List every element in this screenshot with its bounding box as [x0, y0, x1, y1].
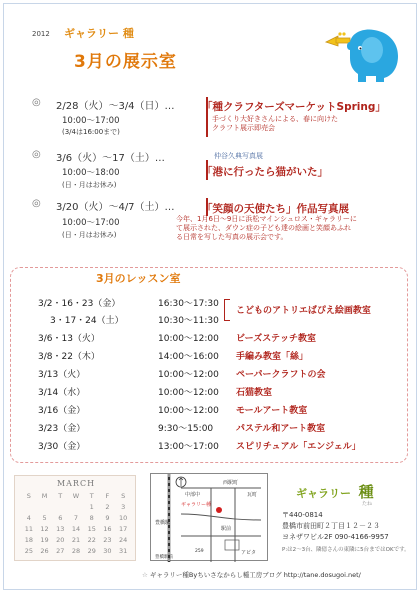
calendar-month: MARCH	[56, 479, 96, 488]
lesson-time: 13:00～17:00	[158, 442, 219, 452]
exhibition-1-note: (3/4は16:00まで)	[62, 128, 120, 136]
gallery-name-prefix: ギャラリー	[296, 487, 351, 500]
calendar-day: 14	[71, 525, 81, 533]
calendar-day: 1	[89, 503, 94, 511]
lesson-row	[0, 385, 420, 402]
access-map	[150, 473, 268, 561]
lesson-name: ビーズステッチ教室	[236, 334, 317, 344]
footer-blog-url[interactable]: http://tane.dosugoi.net/	[283, 571, 361, 579]
calendar-day: 18	[24, 536, 33, 544]
lesson-time: 9:30～15:00	[158, 424, 214, 434]
calendar-week	[21, 525, 131, 536]
lesson-name: こどものアトリエばぴえ絵画教室	[236, 306, 371, 316]
star-icon: ☆	[142, 571, 148, 579]
lesson-date: 3/23（金）	[38, 424, 86, 434]
calendar-weekday: T	[89, 492, 94, 500]
lesson-row	[0, 349, 420, 366]
lesson-time: 16:30～17:30	[158, 299, 219, 309]
exhibition-1-desc	[212, 115, 338, 133]
calendar-week	[21, 514, 131, 525]
lesson-name: パステル和アート教室	[236, 424, 326, 434]
calendar-day	[37, 503, 53, 514]
lesson-date: 3/8・22（木）	[38, 352, 100, 362]
lesson-time: 10:00～12:00	[158, 334, 219, 344]
calendar-day: 24	[119, 536, 128, 544]
address-line-1: 豊橋市前田町２丁目１２－２３	[282, 522, 380, 530]
lesson-date: 3/16（金）	[38, 406, 86, 416]
calendar-day: 7	[73, 514, 79, 522]
exhibition-2-note: (日・月はお休み)	[62, 181, 117, 189]
exhibition-3-desc-line: 今年、1月6日～9日に浜松マインシュロス・ギャラリーに	[176, 215, 357, 223]
calendar-week	[21, 536, 131, 547]
lesson-name: 石猫教室	[236, 388, 273, 398]
calendar-day: 25	[24, 547, 33, 555]
map-drawing	[151, 474, 269, 562]
calendar-day: 22	[87, 536, 96, 544]
calendar-day: 8	[89, 514, 94, 522]
exhibition-1-desc-line: クラフト展示即売会	[212, 124, 275, 132]
calendar-weekday: T	[58, 492, 63, 500]
calendar-weekdays	[21, 492, 131, 503]
lesson-name: モールアート教室	[236, 406, 308, 416]
map-label: 駅前	[221, 526, 232, 532]
footer-blog-name: ギャラリー種Byちいさなからし種工房ブログ	[149, 571, 282, 579]
calendar-day: 13	[56, 525, 65, 533]
address-line-2: ヨネザワビル2F 090-4166-9957	[282, 533, 389, 541]
lesson-row	[0, 421, 420, 438]
map-label: 中部中	[185, 492, 201, 498]
lesson-row	[0, 296, 420, 316]
calendar-grid	[21, 492, 131, 558]
calendar-day: 21	[71, 536, 81, 544]
footer	[142, 570, 361, 579]
lesson-name: スピリチュアル「エンジェル」	[236, 442, 361, 452]
exhibition-1-desc-line: 手づくり大好きさんによる、春に向けた	[212, 115, 338, 123]
lesson-name: ペーパークラフトの会	[236, 370, 326, 380]
calendar-day: 30	[103, 547, 112, 555]
gallery-name-main: 種	[358, 483, 374, 501]
calendar-day: 9	[105, 514, 110, 522]
lesson-title: 3月のレッスン室	[96, 272, 181, 285]
page-title: 3月の展示室	[74, 52, 177, 72]
lesson-date: 3/2・16・23（金）	[38, 299, 121, 309]
exhibition-1-title: 「種クラフターズマーケットSpring」	[202, 101, 386, 113]
map-label: ギャラリー種	[181, 502, 212, 508]
parking-note: P:は2～3台、隣億さんの東隣に5台まではOKです。	[282, 547, 410, 553]
lesson-name: 手編み教室「絲」	[236, 352, 309, 362]
map-label: 259	[195, 549, 204, 554]
lesson-date: 3/13（火）	[38, 370, 86, 380]
calendar-day: 3	[121, 503, 126, 511]
map-label: 瓦町	[247, 492, 258, 498]
header-gallery-name: ギャラリー 種	[64, 27, 134, 40]
exhibition-3-time: 10:00～17:00	[62, 218, 120, 228]
lesson-row	[0, 403, 420, 420]
lesson-time: 10:00～12:00	[158, 388, 219, 398]
lesson-time: 14:00～16:00	[158, 352, 219, 362]
lesson-row	[0, 439, 420, 456]
calendar-weekday: M	[41, 492, 48, 500]
map-building	[225, 540, 239, 550]
exhibition-2-date: 3/6（火）～17（土）…	[56, 153, 165, 164]
lesson-date: 3/14（水）	[38, 388, 86, 398]
lesson-time: 10:00～12:00	[158, 406, 219, 416]
calendar-day: 19	[40, 536, 49, 544]
map-label: アピタ	[241, 550, 257, 556]
calendar-day: 17	[119, 525, 128, 533]
calendar	[14, 475, 136, 561]
calendar-day: 11	[24, 525, 33, 533]
calendar-day: 12	[40, 525, 49, 533]
map-label: 豊橋駅前	[155, 555, 173, 560]
calendar-weekday: F	[105, 492, 110, 500]
lesson-row	[0, 367, 420, 384]
lesson-row	[0, 313, 420, 330]
calendar-day	[68, 503, 84, 514]
header-year: 2012	[32, 30, 50, 38]
exhibition-2-artist: 仲谷久典写真展	[214, 152, 263, 160]
calendar-day: 6	[58, 514, 63, 522]
calendar-day: 28	[71, 547, 81, 555]
map-road	[181, 514, 261, 520]
calendar-day: 16	[103, 525, 112, 533]
elephant-icon	[312, 20, 406, 84]
calendar-day: 31	[119, 547, 128, 555]
trumpet-icon	[326, 32, 350, 46]
calendar-day: 23	[103, 536, 112, 544]
calendar-weekday: S	[26, 492, 31, 500]
calendar-weekday: W	[72, 492, 80, 500]
calendar-day: 20	[56, 536, 65, 544]
exhibition-2-time: 10:00～18:00	[62, 168, 120, 178]
calendar-day	[52, 503, 68, 514]
exhibition-3-bullet: ◎	[32, 198, 41, 209]
map-gallery-marker	[216, 507, 222, 513]
calendar-day: 15	[87, 525, 96, 533]
map-label: 西駅町	[223, 480, 239, 486]
exhibition-1-date: 2/28（火）～3/4（日）…	[56, 101, 175, 112]
calendar-day: 2	[105, 503, 110, 511]
map-label: 豊橋駅	[155, 520, 171, 526]
exhibition-3-desc-line: て展示された、ダウン症の子ども達の絵画と笑顔あふれ	[176, 224, 351, 232]
calendar-week	[21, 547, 131, 558]
exhibition-3-note: (日・月はお休み)	[62, 231, 117, 239]
lesson-date: 3/6・13（火）	[38, 334, 100, 344]
calendar-day: 4	[26, 514, 31, 522]
lesson-row	[0, 331, 420, 348]
lesson-date: 3・17・24（土）	[50, 316, 124, 326]
exhibition-3-date: 3/20（火）～4/7（土）…	[56, 202, 175, 213]
postal-code: 〒440-0814	[282, 511, 323, 519]
gallery-name	[296, 481, 374, 502]
calendar-day	[21, 503, 37, 514]
exhibition-3-desc-line: る日常を写した写真の展示会です。	[176, 233, 288, 241]
exhibition-1-bullet: ◎	[32, 97, 41, 108]
lesson-time: 10:00～12:00	[158, 370, 219, 380]
calendar-weekday: S	[121, 492, 126, 500]
exhibition-1-time: 10:00～17:00	[62, 116, 120, 126]
lesson-time: 10:30～11:30	[158, 316, 219, 326]
gallery-name-ruby: たね	[362, 501, 373, 507]
exhibition-2-title: 「港に行ったら猫がいた」	[202, 166, 328, 178]
calendar-week	[21, 503, 131, 514]
exhibition-3-title: 「笑顔の天使たち」作品写真展	[202, 203, 349, 215]
calendar-day: 29	[87, 547, 96, 555]
lesson-date: 3/30（金）	[38, 442, 86, 452]
exhibition-3-desc	[176, 215, 357, 242]
calendar-day: 10	[119, 514, 128, 522]
calendar-day: 26	[40, 547, 49, 555]
calendar-day: 5	[42, 514, 47, 522]
exhibition-2-bullet: ◎	[32, 149, 41, 160]
calendar-day: 27	[56, 547, 65, 555]
